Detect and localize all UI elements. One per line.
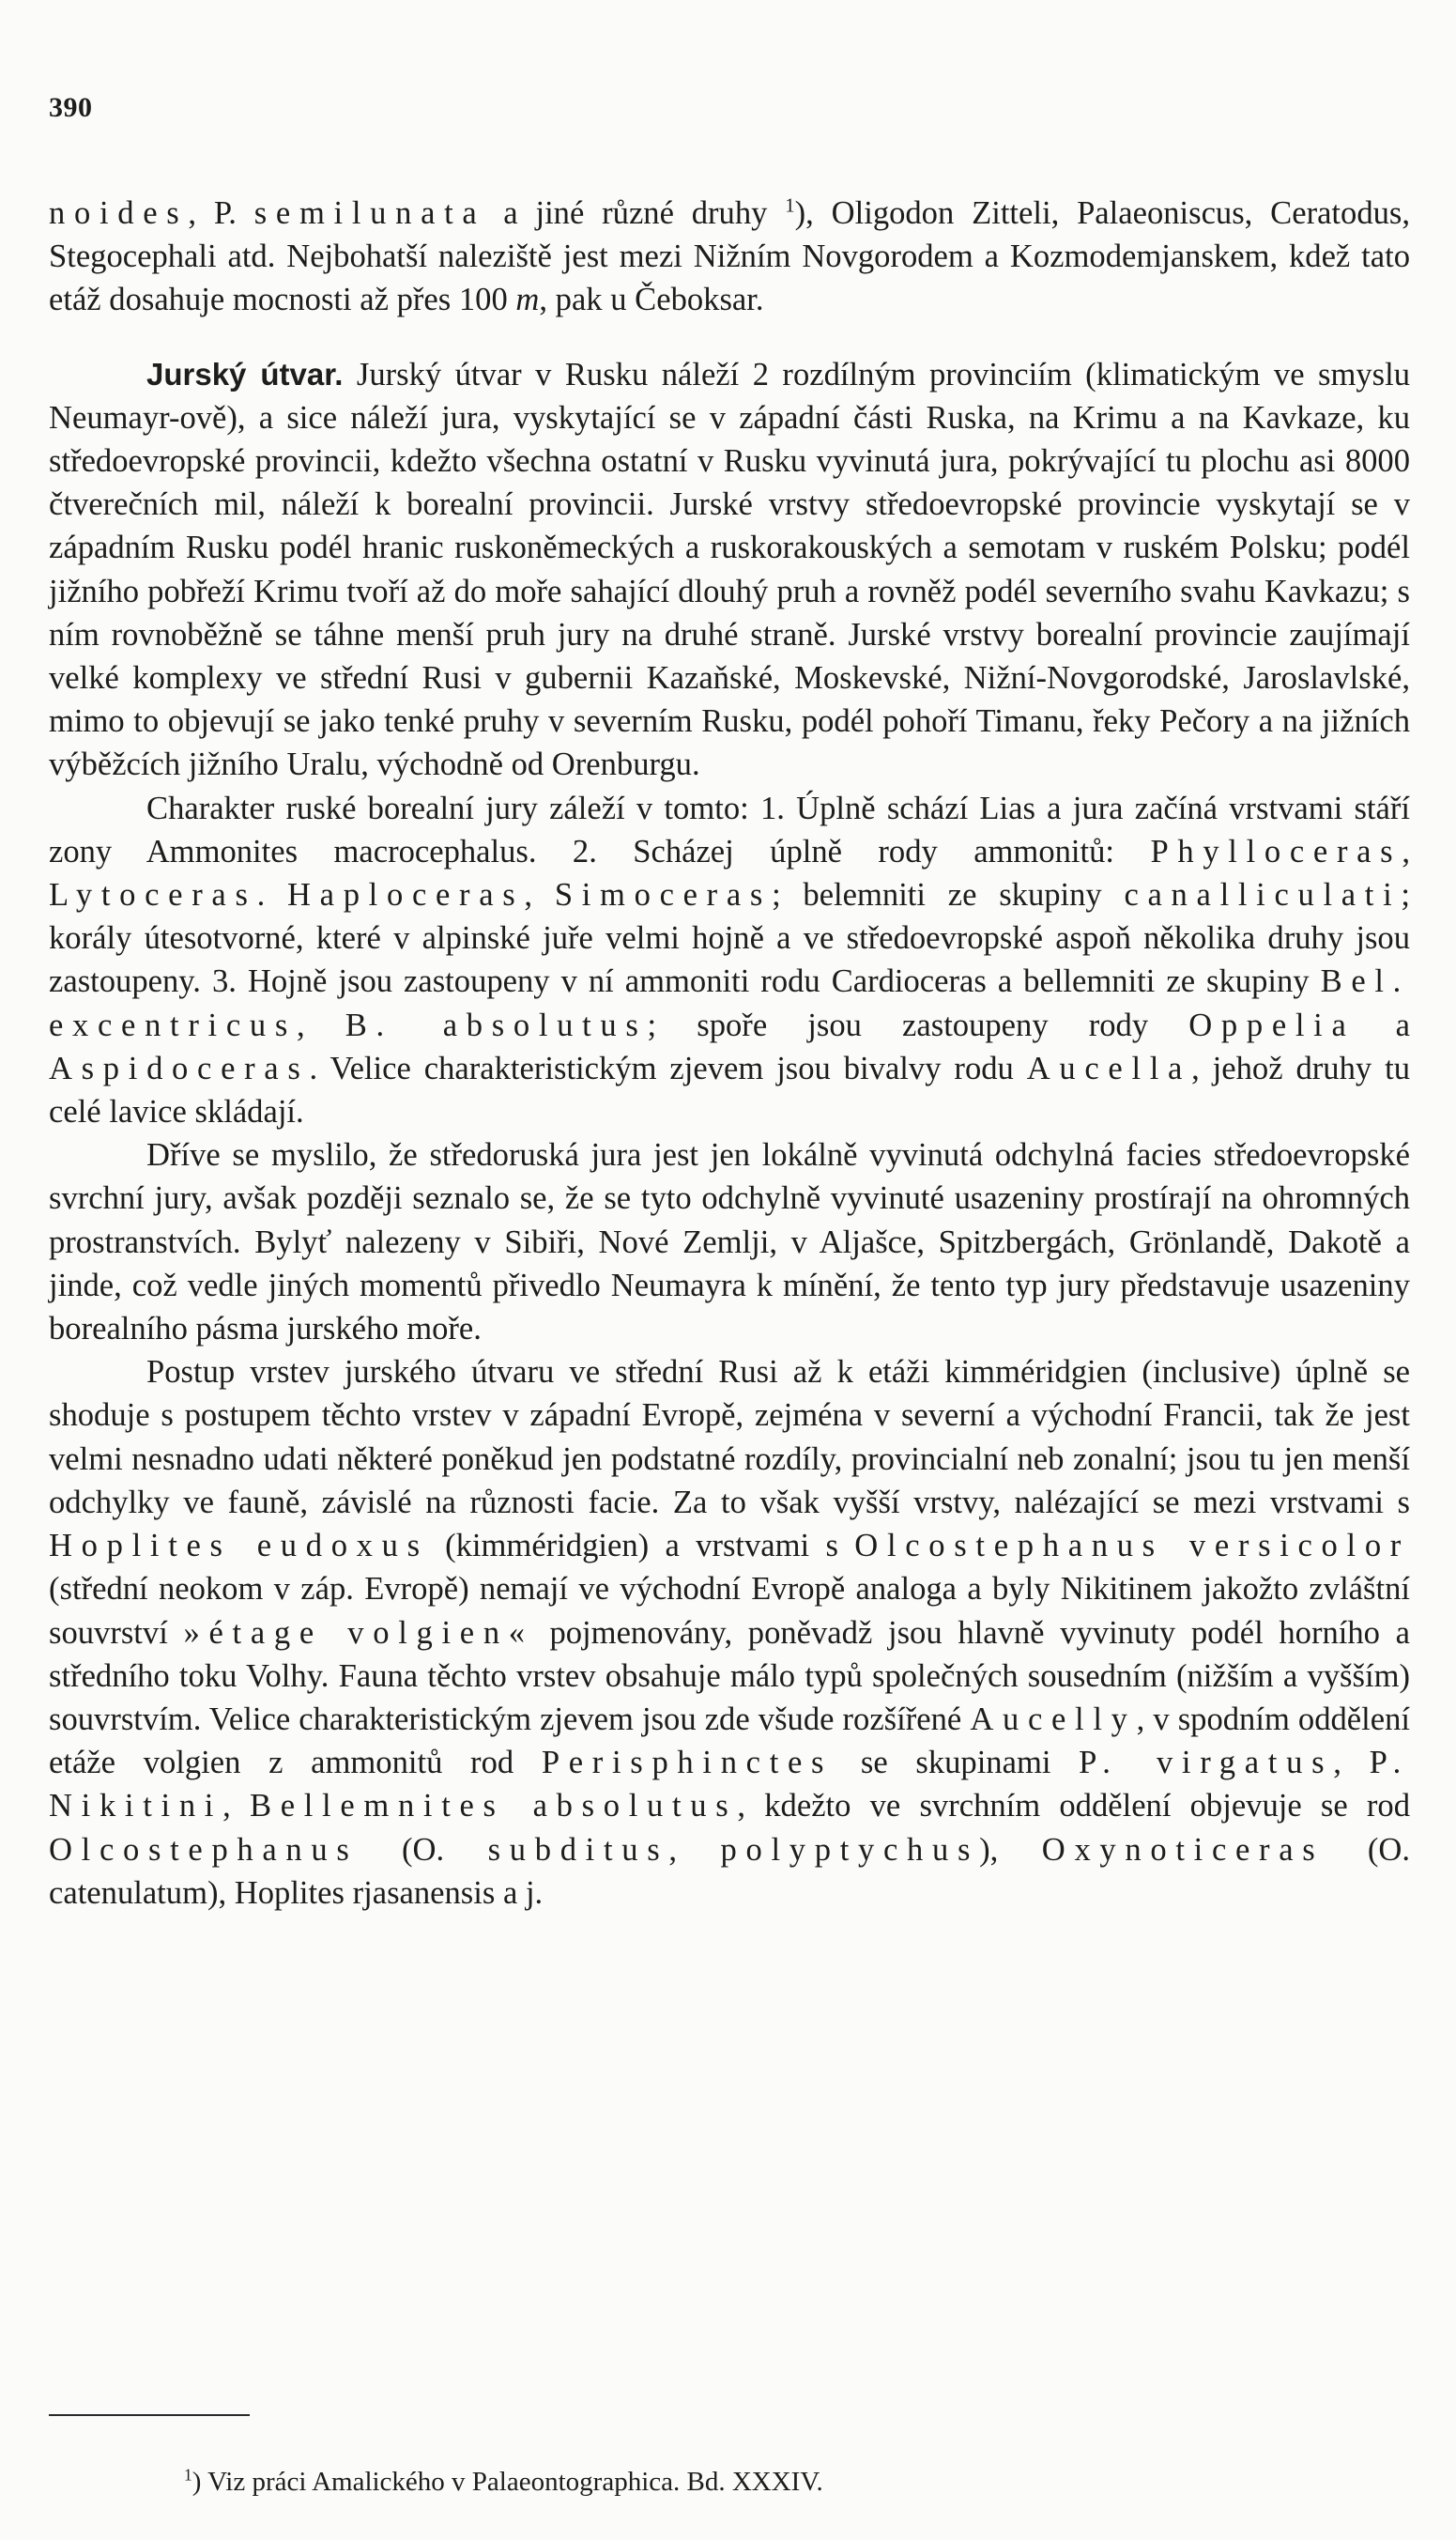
text-run: Postup vrstev jurského útvaru ve střední Rusi až k etáži kimméridgien (inclusive) úplně se shoduje s postupem těchto vrstev v západní Evropě, zejména v severní a východní Francii, tak že jest velmi nesnadno udati některé poněkud jen podstatné rozdíly, provincialní neb zonalní; jsou tu jen menší odchylky ve fauně, závislé na různosti facie. Za to však vyšší vrstvy, nalézající se mezi vrstvami s xyxy=(49,1354,1410,1520)
spaced-taxon-name: polyptychus xyxy=(720,1831,980,1868)
section-heading: Jurský útvar. xyxy=(146,356,344,392)
spaced-taxon-name: Aucella xyxy=(1026,1050,1192,1086)
text-run: Dříve se myslilo, že středoruská jura jest jen lokálně vyvinutá odchylná facies středoevropské svrchní jury, avšak později seznalo se, že se tyto odchylně vyvinuté usazeniny prostírají na ohromných prostranstvích. Bylyť nalezeny v Sibiři, Nové Zemlji, v Aljašce, Spitzbergách, Grönlandě, Dakotě a jinde, což vedle jiných momentů přivedlo Neumayra k mínění, že tento typ jury představuje usazeniny borealního pásma jurského moře. xyxy=(49,1137,1410,1347)
text-run: (O. xyxy=(358,1831,488,1868)
spaced-taxon-name: Hoplites eudoxus xyxy=(49,1528,429,1564)
paragraph xyxy=(49,1350,1410,1915)
footnote-text: ) Viz práci Amalického v Palaeontographica. Bd. XXXIV. xyxy=(192,2467,823,2497)
text-run: Charakter ruské borealní jury záleží v tomto: 1. Úplně schází Lias a jura začíná vrstvami stáří zony Ammonites macrocephalus. 2. Scházej úplně rody ammonitů: xyxy=(49,790,1410,870)
text-run: , xyxy=(524,877,555,914)
text-run: se skupinami xyxy=(833,1745,1080,1781)
text-run: a jiné různé druhy xyxy=(485,195,786,231)
spaced-taxon-name: Lytoceras xyxy=(49,877,257,914)
spaced-taxon-name: Aucelly xyxy=(970,1701,1137,1737)
text-run: , xyxy=(1402,833,1410,870)
spaced-taxon-name: semilunata xyxy=(253,195,486,231)
text-run: (střední neokom v záp. Evropě) nemají ve východní Evropě analoga a byly Nikitinem jakožto zvláštní souvrství xyxy=(49,1571,1410,1651)
paragraph xyxy=(49,1133,1410,1350)
paragraph xyxy=(49,353,1410,787)
text-run: ; belemniti ze skupiny xyxy=(772,877,1125,914)
text-run: ), Oligodon Zitteli, Palaeoniscus, Ceratodus, Stegocephali atd. Nejbohatší naleziště jest mezi Nižním Novgorodem a Kozmodemjanskem, kdež tato etáž dosahuje mocnosti až přes 100 xyxy=(49,195,1411,318)
text-run: Jurský útvar v Rusku náleží 2 rozdílným provinciím (klimatickým ve smyslu Neumayr-ově), a sice náleží jura, vyskytající se v západní části Ruska, na Krimu a na Kavkaze, ku středoevropské provincii, kdežto všechna ostatní v Rusku vyvinutá jura, pokrývající tu plochu asi 8000 čtverečních mil, náleží k borealní provincii. Jurské vrstvy středoevropské provincie vyskytají se v západním Rusku podél hranic ruskoněmeckých a ruskorakouských a semotam v ruském Polsku; podél jižního pobřeží Krimu tvoří až do moře sahající dlouhý pruh a rovněž podél severního svahu Kavkazu; s ním rovnoběžně se táhne menší pruh jury na druhé straně. Jurské vrstvy borealní provincie zaujímají velké komplexy ve střední Rusi v gubernii Kazaňské, Moskevské, Nižní-Novgorodské, Jaroslavlské, mimo to objevují se jako tenké pruhy v severním Rusku, podél pohoří Timanu, řeky Pečory a na jižních výběžcích jižního Uralu, východně od Orenburgu. xyxy=(49,356,1411,783)
spaced-taxon-name: »étage volgien« xyxy=(183,1614,534,1651)
text-run: , xyxy=(1333,1745,1370,1781)
spaced-taxon-name: subditus xyxy=(487,1831,669,1868)
footnote-divider xyxy=(49,2414,250,2416)
footnote xyxy=(184,2466,823,2498)
spaced-taxon-name: P. virgatus xyxy=(1079,1745,1334,1781)
text-run: ; spoře jsou zastoupeny rody xyxy=(647,1007,1189,1043)
text-run: , pak u Čeboksar. xyxy=(539,282,764,318)
footnote-marker: 1 xyxy=(184,2465,192,2485)
spaced-taxon-name: Olcostephanus xyxy=(49,1831,359,1868)
spaced-taxon-name: Simoceras xyxy=(554,877,773,914)
text-run: (kimméridgien) a vrstvami s xyxy=(428,1528,855,1564)
text-run: . xyxy=(256,877,288,914)
spaced-taxon-name: Phylloceras xyxy=(1150,833,1402,870)
footnote-reference: 1 xyxy=(785,195,795,217)
text-run: ; korály útesotvorné, které v alpinské juře velmi hojně a ve středoevropské aspoň několika druhy jsou zastoupeny. 3. Hojně jsou zastoupeny v ní ammoniti rodu Cardioceras a bellemniti ze skupiny xyxy=(49,877,1410,1000)
spaced-taxon-name: Oppelia xyxy=(1188,1007,1356,1043)
spaced-taxon-name: Oxynoticeras xyxy=(1041,1831,1325,1868)
spaced-taxon-name: noides xyxy=(49,195,189,231)
paragraph xyxy=(49,192,1410,322)
text-run: , jehož druhy tu celé lavice skládají. xyxy=(49,1050,1411,1131)
spaced-taxon-name: Aspidoceras xyxy=(49,1050,310,1086)
body-text xyxy=(49,192,1410,1915)
text-run: , P. xyxy=(188,195,254,231)
text-run: a xyxy=(1355,1007,1410,1043)
text-run: , kdežto ve svrchním oddělení objevuje se rod xyxy=(737,1788,1410,1824)
page-number: 390 xyxy=(49,92,93,123)
text-run: , xyxy=(222,1788,250,1824)
spaced-taxon-name: B. absolutus xyxy=(345,1007,648,1043)
text-run: , v spodním oddělení etáže volgien z ammonitů rod xyxy=(49,1701,1410,1781)
italic-unit: m xyxy=(515,282,540,318)
text-run: (O. catenulatum), Hoplites rjasanensis a j. xyxy=(49,1831,1411,1911)
text-run: . Velice charakteristickým zjevem jsou bivalvy rodu xyxy=(309,1050,1027,1086)
text-run: pojmenovány, poněvadž jsou hlavně vyvinuty podél horního a středního toku Volhy. Fauna těchto vrstev obsahuje málo typů společných sousedním (nižším a vyšším) souvrstvím. Velice charakteristickým zjevem jsou zde všude rozšířené xyxy=(49,1614,1411,1737)
spaced-taxon-name: Bellemnites absolutus xyxy=(249,1788,738,1824)
spaced-taxon-name: Bel. excentricus xyxy=(49,963,1410,1043)
spaced-taxon-name: canalliculati xyxy=(1124,877,1402,914)
text-run: ), xyxy=(979,1831,1042,1868)
spaced-taxon-name: Perisphinctes xyxy=(541,1745,834,1781)
spaced-taxon-name: Haploceras xyxy=(287,877,525,914)
text-run: , xyxy=(668,1831,721,1868)
paragraph xyxy=(49,787,1410,1134)
text-run: , xyxy=(297,1007,345,1043)
spaced-taxon-name: Olcostephanus versicolor xyxy=(854,1528,1410,1564)
spaced-taxon-name: P. Nikitini xyxy=(49,1745,1410,1824)
